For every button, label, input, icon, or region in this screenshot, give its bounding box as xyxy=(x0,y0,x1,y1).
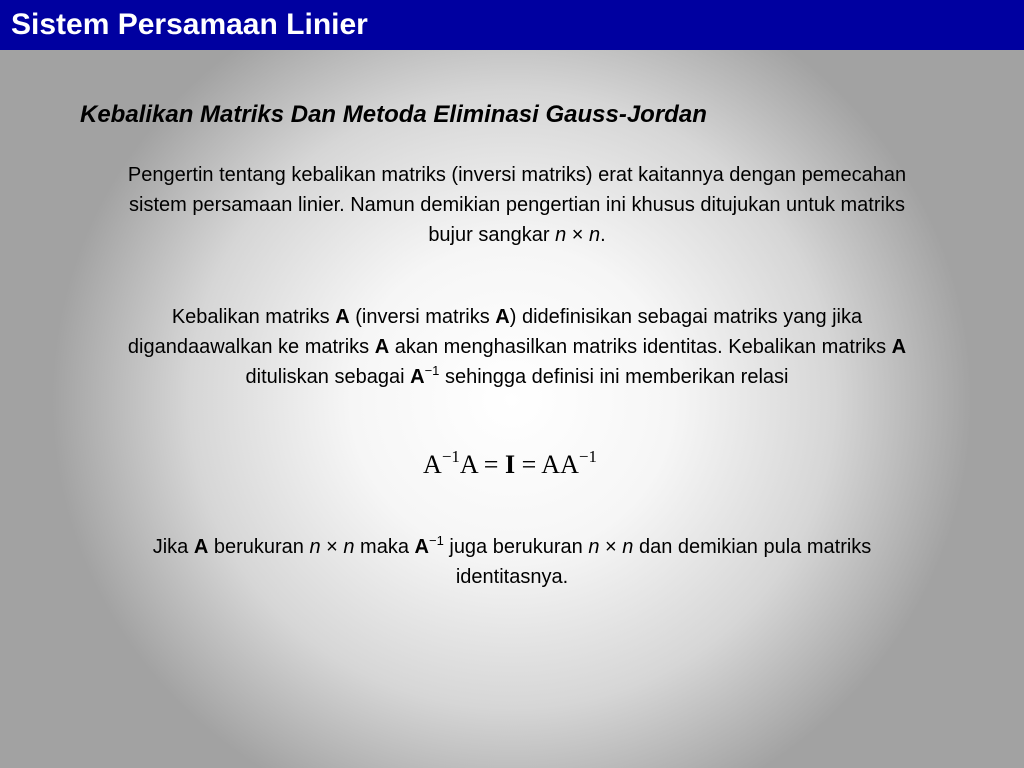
eq-exponent: −1 xyxy=(578,447,597,466)
text: . xyxy=(600,224,606,246)
eq-AA: AA xyxy=(541,450,579,479)
times-symbol: × xyxy=(566,224,589,246)
paragraph-inverse-definition xyxy=(110,302,924,392)
text: sehingga definisi ini memberikan relasi xyxy=(439,366,789,388)
matrix-A: A xyxy=(335,306,350,328)
equals-sign: = xyxy=(477,450,505,479)
var-n: n xyxy=(588,224,601,246)
paragraph-size-note xyxy=(118,532,906,592)
matrix-A: A xyxy=(410,366,425,388)
text: Pengertin tentang kebalikan matriks (inversi matriks) erat kaitannya dengan pemecahan sistem persamaan linier. Namun demikian pengertian ini khusus ditujukan untuk matriks bujur sangkar xyxy=(127,164,907,246)
times-symbol: × xyxy=(599,536,623,558)
text: Kebalikan matriks xyxy=(171,306,336,328)
identity-I: I xyxy=(504,450,516,479)
var-n: n xyxy=(309,536,321,558)
inverse-exponent: −1 xyxy=(424,363,440,378)
text: ) didefinisikan sebagai matriks yang jika digandaawalkan ke matriks xyxy=(127,306,863,358)
slide-title: Sistem Persamaan Linier xyxy=(11,8,368,41)
matrix-A: A xyxy=(891,336,907,358)
section-subtitle: Kebalikan Matriks Dan Metoda Eliminasi Gauss-Jordan xyxy=(80,101,707,128)
text: dituliskan sebagai xyxy=(245,366,411,388)
text: maka xyxy=(354,536,415,558)
matrix-A: A xyxy=(414,536,429,558)
var-n: n xyxy=(588,536,600,558)
text: Jika xyxy=(152,536,194,558)
text: dan demikian pula matriks identitasnya. xyxy=(455,536,872,588)
matrix-A: A xyxy=(193,536,209,558)
eq-A: A xyxy=(423,450,442,479)
inverse-exponent: −1 xyxy=(428,533,444,548)
var-n: n xyxy=(555,224,567,246)
var-n: n xyxy=(343,536,355,558)
var-n: n xyxy=(622,536,634,558)
paragraph-definition-intro xyxy=(118,160,916,250)
equals-sign: = xyxy=(515,450,542,479)
inverse-relation-equation xyxy=(300,445,720,485)
text: akan menghasilkan matriks identitas. Kebalikan matriks xyxy=(389,336,892,358)
matrix-A: A xyxy=(374,336,390,358)
text: berukuran xyxy=(208,536,310,558)
text: juga berukuran xyxy=(443,536,589,558)
eq-A: A xyxy=(459,450,478,479)
times-symbol: × xyxy=(320,536,344,558)
title-bar xyxy=(0,0,1024,50)
eq-exponent: −1 xyxy=(441,447,460,466)
matrix-A: A xyxy=(495,306,510,328)
text: (inversi matriks xyxy=(349,306,496,328)
